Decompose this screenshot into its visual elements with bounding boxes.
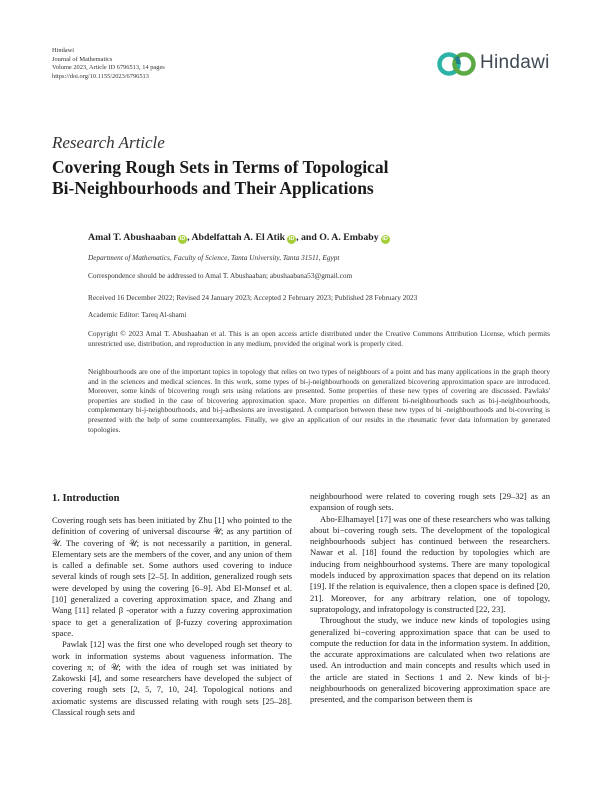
title-line-1: Covering Rough Sets in Terms of Topological xyxy=(52,157,389,177)
doi-link[interactable]: https://doi.org/10.1155/2023/6796513 xyxy=(52,72,149,80)
body-column-left xyxy=(52,493,292,718)
publisher-name: Hindawi xyxy=(52,47,75,54)
body-paragraph: Pawlak [12] was the first one who developed rough set theory to work in information systems about vagueness information. The covering π; of 𝒰; with the idea of rough set was initiated by Zakowski [4], and some researchers have developed the subject of covering rough sets [2, 5, 7, 10, 24]. Topological notions and axiomatic systems are discussed relating with rough sets [25–28]. Classical rough sets and xyxy=(52,639,292,718)
orcid-icon[interactable]: iD xyxy=(288,236,295,242)
article-title xyxy=(52,157,532,199)
author-name[interactable]: Abdelfattah A. El Atik xyxy=(191,232,286,243)
body-paragraph: neighbourhood were related to covering rough sets [29–32] as an expansion of rough sets. xyxy=(310,491,550,513)
orcid-icon[interactable]: iD xyxy=(179,236,186,242)
abstract: Neighbourhoods are one of the important topics in topology that relies on two types of neighbours of a point and has many applications in the graph theory and in the sciences and medical sciences. In this work, some types of bi-j-neighbourhoods on generalized bicovering approximation space are introduced. Moreover, some kinds of bicovering rough sets using relations are presented. Some properties of these new types of covering are discussed. Pawlaks' properties are studied in the case of bicovering approximation space. More properties on different bi-neighbourhoods such as bi-j-neighbourhoods, complementary bi-j-neighbourhoods, and bi-j-adhesions are investigated. A comparison between these new types of bi -neighbourhoods and bi-covering is presented with the help of some counterexamples. Finally, we give an application of our results in the rheumatic fever data information by generated topologies. xyxy=(88,367,550,434)
correspondence: Correspondence should be addressed to Amal T. Abushaaban; abushaabana53@gmail.com xyxy=(88,271,353,280)
title-line-2: Bi-Neighbourhoods and Their Applications xyxy=(52,178,374,198)
publication-dates: Received 16 December 2022; Revised 24 January 2023; Accepted 2 February 2023; Published 28 February 2023 xyxy=(88,293,418,302)
body-paragraph: Abo-Elhamayel [17] was one of these researchers who was talking about bi−covering rough sets. The development of the topological neighbourhoods subject has continued between the researchers. Nawar et al. [18] found the reduction by topologies which are inducing from neighbourhood systems. There are many topological models induced by approximation spaces that depend on its relation [19]. If the relation is equivalence, then a clopen space is defined [20, 21]. Moreover, for any arbitrary relation, one of topology, supratopology, and infratopology is constructed [22, 23]. xyxy=(310,513,550,614)
orcid-icon[interactable]: iD xyxy=(382,236,388,242)
journal-metadata xyxy=(52,47,165,81)
author-list xyxy=(88,232,390,244)
volume-info: Volume 2023, Article ID 6796513, 14 pages xyxy=(52,64,165,72)
author-name[interactable]: O. A. Embaby xyxy=(319,232,379,243)
author-name[interactable]: Amal T. Abushaaban xyxy=(88,232,177,243)
body-paragraph: Covering rough sets has been initiated by Zhu [1] who pointed to the definition of covering of universal discourse 𝒰; as any partition of 𝒰. The covering of 𝒰; is not necessarily a partition, in general. Elementary sets are the members of the cover, and any union of them is called a definable set. Some authors used covering to induce several kinds of rough sets [2–5]. In addition, generalized rough sets were developed by using the covering [6–9]. Abd El-Monsef et al. [10] generalized a covering approximation space, and Zhang and Wang [11] related β -operator with a fuzzy covering approximation space to get a generalization of β-fuzzy covering approximation space. xyxy=(52,515,292,638)
body-paragraph: Throughout the study, we induce new kinds of topologies using generalized bi−covering approximation space that can be used to compute the reduction for data in the information system. In addition, the accurate approximations are calculated when two relations are used. An introduction and main concepts and results which used in the article are stated in Sections 1 and 2. New kinds of bi-j-neighbourhoods on generalized bicovering approximation space are presented, and the comparison between them is xyxy=(310,615,550,705)
author-separator: , xyxy=(187,232,192,243)
journal-name: Journal of Mathematics xyxy=(52,55,113,63)
hindawi-logo-icon xyxy=(436,50,480,78)
section-heading: 1. Introduction xyxy=(52,493,120,504)
copyright-notice: Copyright © 2023 Amal T. Abushaaban et al. This is an open access article distributed under the Creative Commons Attribution License, which permits unrestricted use, distribution, and reproduction in any medium, provided the original work is properly cited. xyxy=(88,329,550,348)
body-column-right xyxy=(310,491,550,706)
hindawi-logo xyxy=(436,50,556,78)
affiliation: Department of Mathematics, Faculty of Science, Tanta University, Tanta 31511, Egypt xyxy=(88,253,340,262)
author-separator: , and xyxy=(296,232,320,243)
academic-editor: Academic Editor: Tareq Al-shami xyxy=(88,310,187,319)
article-type: Research Article xyxy=(52,133,165,152)
logo-wordmark: Hindawi xyxy=(480,52,550,73)
